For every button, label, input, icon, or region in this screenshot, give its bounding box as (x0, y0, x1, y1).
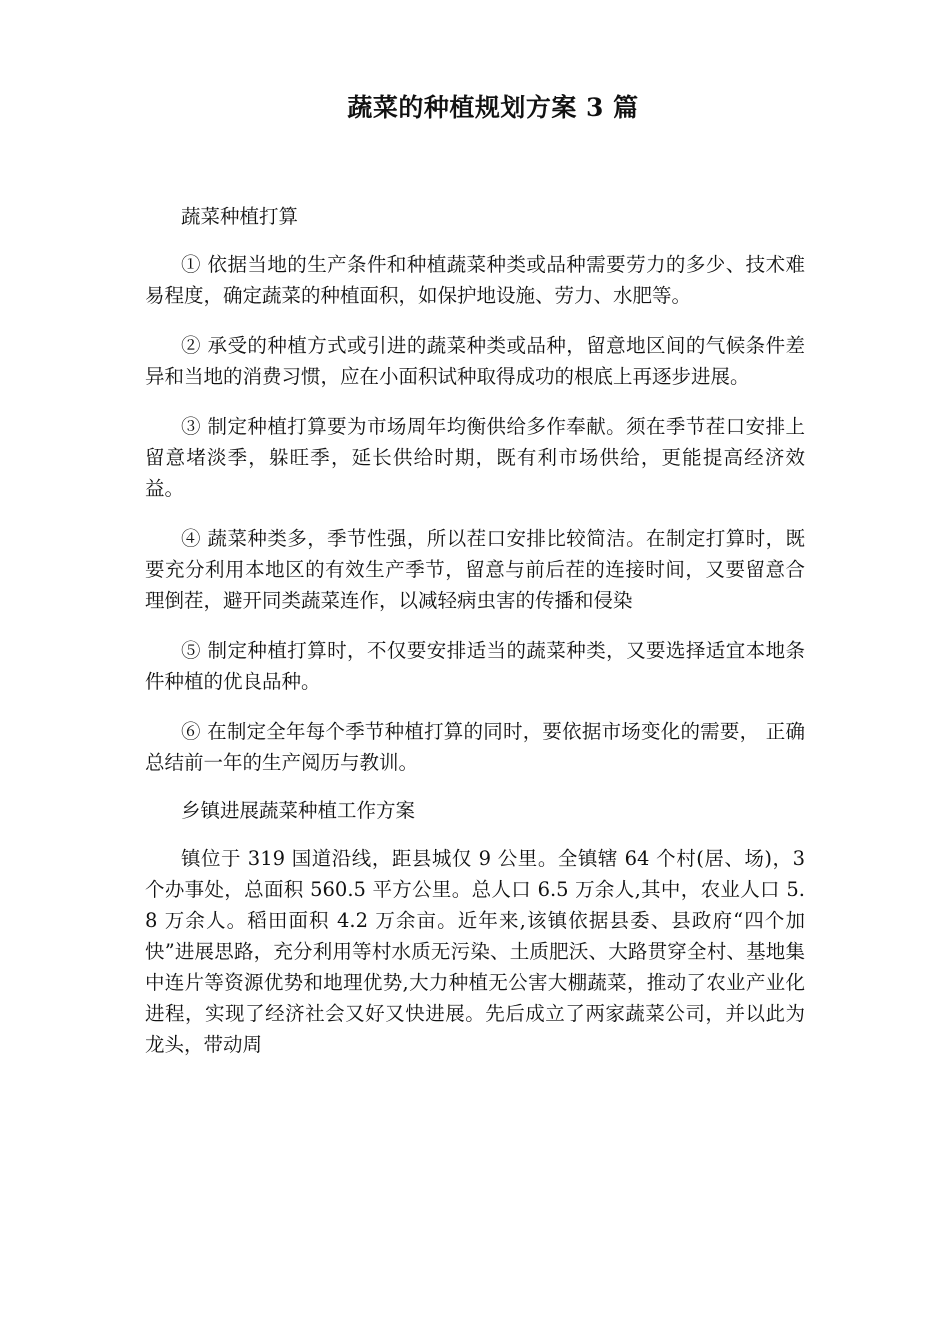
body-paragraph: ⑥ 在制定全年每个季节种植打算的同时，要依据市场变化的需要， 正确总结前一年的生产阅历与教训。 (145, 720, 805, 774)
document-body (145, 201, 805, 1060)
section-heading: 蔬菜种植打算 (181, 205, 299, 228)
body-paragraph: ③ 制定种植打算要为市场周年均衡供给多作奉献。须在季节茬口安排上留意堵淡季，躲旺季，延长供给时期，既有利市场供给，更能提高经济效益。 (145, 415, 805, 500)
body-paragraph: ② 承受的种植方式或引进的蔬菜种类或品种，留意地区间的气候条件差异和当地的消费习惯，应在小面积试种取得成功的根底上再逐步进展。 (145, 334, 805, 388)
section-heading: 乡镇进展蔬菜种植工作方案 (181, 799, 416, 822)
document-title: 蔬菜的种植规划方案 3 篇 (347, 93, 639, 122)
body-paragraph: ⑤ 制定种植打算时，不仅要安排适当的蔬菜种类，又要选择适宜本地条件种植的优良品种。 (145, 639, 805, 693)
body-paragraph: ① 依据当地的生产条件和种植蔬菜种类或品种需要劳力的多少、技术难易程度，确定蔬菜的种植面积，如保护地设施、劳力、水肥等。 (145, 253, 805, 307)
body-paragraph: ④ 蔬菜种类多，季节性强，所以茬口安排比较简洁。在制定打算时，既要充分利用本地区的有效生产季节，留意与前后茬的连接时间，又要留意合理倒茬，避开同类蔬菜连作，以减轻病虫害的传播和侵染 (145, 527, 805, 612)
body-paragraph: 镇位于 319 国道沿线，距县城仅 9 公里。全镇辖 64 个村(居、场)，3 个办事处，总面积 560.5 平方公里。总人口 6.5 万余人,其中，农业人口 5.8 万余人。稻田面积 4.2 万余亩。近年来,该镇依据县委、县政府“四个加快”进展思路，充分利用等村水质无污染、土质肥沃、大路贯穿全村、基地集中连片等资源优势和地理优势,大力种植无公害大棚蔬菜，推动了农业产业化进程，实现了经济社会又好又快进展。先后成立了两家蔬菜公司，并以此为龙头，带动周 (145, 847, 805, 1056)
